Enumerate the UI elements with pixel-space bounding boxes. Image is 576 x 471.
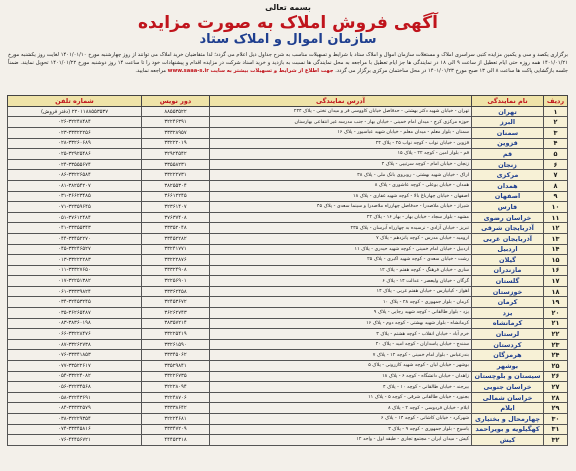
office-name: بوشهر [472, 361, 544, 372]
fax-number: ۳۲۲۲۴۶۸۱ [142, 414, 210, 425]
table-row [8, 350, 568, 361]
office-address: یزد - بلوار طالقانی - کوچه شهید رجایی - پلاک ۹ [210, 308, 472, 319]
row-index: ۳ [544, 127, 568, 138]
fax-number: ۳۳۳۴۵۰۶۲ [142, 350, 210, 361]
table-row [8, 371, 568, 382]
fax-number: ۳۳۵۲۹۸۴۱ [142, 361, 210, 372]
office-address: بوشهر - خیابان لیان - کوچه شهید کازرونی - پلاک ۵ [210, 361, 472, 372]
table-row [8, 424, 568, 435]
office-name: لرستان [472, 329, 544, 340]
header-phone: شماره تلفن [8, 95, 142, 106]
fax-number: ۳۳۳۲۸۹۵۷ [142, 127, 210, 138]
header-office: نام نمایندگی [472, 95, 544, 106]
table-row [8, 308, 568, 319]
fax-number: ۳۳۳۶۲۴۵۸ [142, 286, 210, 297]
office-name: خراسان جنوبی [472, 382, 544, 393]
row-index: ۱۸ [544, 286, 568, 297]
notice-header [8, 4, 568, 48]
phone-number: ۰۸۷-۳۳۲۶۲۷۳۸ [8, 339, 142, 350]
row-index: ۲۳ [544, 339, 568, 350]
office-name: کیش [472, 435, 544, 446]
office-address: همدان - خیابان بوعلی - کوچه عاشوری - پلاک ۸ [210, 180, 472, 191]
offices-table [7, 95, 568, 446]
organization-name: سازمان اموال و املاک ستاد [199, 32, 377, 48]
fax-number: ۸۸۵۵۳۵۲۲ [142, 106, 210, 117]
phone-number: ۰۸۴-۳۳۳۳۲۵۷۹ [8, 403, 142, 414]
office-address: ساری - خیابان فرهنگ - کوچه هفتم - پلاک ۱۲ [210, 265, 472, 276]
fax-number: ۳۳۲۶۱۵۹۰ [142, 339, 210, 350]
office-name: کرمانشاه [472, 318, 544, 329]
row-index: ۳۱ [544, 424, 568, 435]
office-address: رشت - خیابان سعدی - کوچه شهید اکبری - پلاک ۲۵ [210, 255, 472, 266]
row-index: ۱۹ [544, 297, 568, 308]
phone-number: ۰۸۶-۳۳۲۲۶۵۸۴ [8, 170, 142, 181]
table-row [8, 414, 568, 425]
office-address: ارومیه - خیابان مدرس - کوچه پانزدهم - پلاک ۷ [210, 233, 472, 244]
phone-number: ۰۳۵-۳۶۲۶۵۴۸۷ [8, 308, 142, 319]
header-address: آدرس نمایندگی [210, 95, 472, 106]
phone-number: ۰۴۴-۳۳۴۵۲۲۷۰ [8, 233, 142, 244]
website-link[interactable]: www.saaa-s.ir [167, 68, 209, 75]
fax-number: ۳۲۲۴۸۷۰۶ [142, 392, 210, 403]
office-name: همدان [472, 180, 544, 191]
intro-text: برگزاری یکصد و سی و یکمین مزایده کتبی سراسری املاک و مستغلات سازمان اموال و املاک ستاد با شرایط و تسهیلات مناسب به شرح جداول ذیل اعلام می گردد؛ لذا متقاضیان خرید املاک می توانند از روز چهارشنبه مورخ ۱۴۰۱/۰۱/۱۰ لغایت روز یکشنبه مورخ ۱۴۰۱/۰۱/۲۱ همه روزه حتی ایام تعطیل از ساعت ۹ الی ۱۸ در نمایندگی ها جز ایام تعطیل با مراجعه به محل نمایندگی ها نسبت به بازدید و خرید اسناد شرکت در مزایده اقدام و پیشنهادات خود را تا ساعت ۱۴ روز دوشنبه مورخ ۱۴۰۱/۰۱/۲۲ تحویل نمایند. ضمناً جلسه بازگشایی پاکت ها ساعت ۸ الی ۱۳ صبح مورخ ۱۴۰۱/۰۱/۲۳ در محل ساختمان مرکزی برگزار می گردد. [8, 51, 568, 75]
table-row [8, 392, 568, 403]
office-address: تهران - خیابان شهید دکتر بهشتی - حدفاصل خیابان کاووسی فر و میدان تختی - پلاک ۲۴۴ [210, 106, 472, 117]
office-name: اردبیل [472, 244, 544, 255]
row-index: ۲۷ [544, 382, 568, 393]
phone-number: ۰۱۱-۳۳۳۲۷۶۵۰ [8, 265, 142, 276]
row-index: ۲۰ [544, 308, 568, 319]
table-row [8, 138, 568, 149]
table-row [8, 149, 568, 160]
office-name: فارس [472, 202, 544, 213]
office-name: سیستان و بلوچستان [472, 371, 544, 382]
table-row [8, 127, 568, 138]
office-address: حوزه مرکزی کرج - میدان امام خمینی - خیابان بهار - جنب مدرسه غیر انتفاعی بهارستان [210, 117, 472, 128]
fax-number: ۳۳۳۳۸۶۴۲ [142, 403, 210, 414]
phone-number: ۰۵۱-۳۷۶۱۲۴۸۴ [8, 212, 142, 223]
row-index: ۱۲ [544, 223, 568, 234]
fax-number: ۳۲۳۶۱۴۰۷ [142, 202, 210, 213]
row-index: ۴ [544, 138, 568, 149]
fax-number: ۳۲۲۵۶۹۰۱ [142, 276, 210, 287]
row-index: ۲۸ [544, 392, 568, 403]
table-row [8, 202, 568, 213]
header-fax: دور نویس [142, 95, 210, 106]
row-index: ۲ [544, 117, 568, 128]
fax-number: ۳۳۲۴۱۷۷۱ [142, 244, 210, 255]
office-address: کرمان - بلوار جمهوری - کوچه ۲۸ - پلاک ۱۰ [210, 297, 472, 308]
table-row [8, 339, 568, 350]
office-address: قم - بلوار امین - کوچه ۲۲ - پلاک ۱۵ [210, 149, 472, 160]
notice-title: آگهی فروش املاک به صورت مزایده [138, 12, 438, 33]
table-header-row [8, 95, 568, 106]
phone-number: ۰۷۱-۳۲۳۵۹۶۴۵ [8, 202, 142, 213]
table-row [8, 244, 568, 255]
table-body [8, 106, 568, 445]
office-address: کیش - میدان ایران - مجتمع تجاری - طبقه اول - واحد ۱۲ [210, 435, 472, 446]
office-address: خرم آباد - خیابان انقلاب - کوچه هشتم - پلاک ۳ [210, 329, 472, 340]
phone-number: ۰۷۶-۴۴۴۵۶۷۲۱ [8, 435, 142, 446]
row-index: ۱۵ [544, 255, 568, 266]
phone-number: ۰۲۴-۳۳۵۵۵۶۷۴ [8, 159, 142, 170]
intro-highlight: جهت اطلاع از شرایط و تسهیلات بیشتر به سایت [210, 68, 334, 75]
row-index: ۱۶ [544, 265, 568, 276]
phone-number: ۰۲۸-۳۳۲۶۰۶۸۹ [8, 138, 142, 149]
fax-number: ۳۳۳۴۷۲۰۹ [142, 424, 210, 435]
office-address: بیرجند - خیابان طالقانی - کوچه ۱۰ - پلاک ۴ [210, 382, 472, 393]
fax-number: ۳۸۲۵۵۳۰۴ [142, 180, 210, 191]
office-address: گرگان - خیابان ولیعصر - عدالت ۱۴ - پلاک ۶ [210, 276, 472, 287]
row-index: ۲۵ [544, 361, 568, 372]
office-name: یزد [472, 308, 544, 319]
office-address: شهرکرد - خیابان کاشانی - کوچه ۱۴ - پلاک ۶ [210, 414, 472, 425]
phone-number: ۰۷۴-۳۳۳۴۵۸۱۶ [8, 424, 142, 435]
office-address: زنجان - خیابان امام - کوچه سرتیپی - پلاک ۴ [210, 159, 472, 170]
row-index: ۷ [544, 170, 568, 181]
row-index: ۸ [544, 180, 568, 191]
fax-number: ۳۳۴۵۲۲۸۲ [142, 233, 210, 244]
office-address: زاهدان - خیابان دانشگاه - کوچه ۶ - پلاک ۱۸ [210, 371, 472, 382]
fax-number: ۳۲۹۲۴۵۴۲ [142, 149, 210, 160]
office-name: خراسان رضوی [472, 212, 544, 223]
row-index: ۱۷ [544, 276, 568, 287]
phone-number: ۰۳۸-۳۲۲۲۹۳۵۴ [8, 414, 142, 425]
phone-number: ۰۶۶-۳۳۲۲۸۴۷۶ [8, 329, 142, 340]
office-name: کردستان [472, 339, 544, 350]
office-name: ایلام [472, 403, 544, 414]
office-name: تهران [472, 106, 544, 117]
office-name: هرمزگان [472, 350, 544, 361]
table-row [8, 297, 568, 308]
office-name: قم [472, 149, 544, 160]
row-index: ۹ [544, 191, 568, 202]
fax-number: ۳۳۳۵۲۰۴۸ [142, 223, 210, 234]
fax-number: ۳۳۵۵۸۲۳۱ [142, 159, 210, 170]
table-row [8, 265, 568, 276]
phone-number: ۰۲۳-۳۳۳۲۲۲۵۶ [8, 127, 142, 138]
fax-number: ۳۷۶۳۷۴۰۸ [142, 212, 210, 223]
fax-number: ۳۳۳۲۴۹۰۸ [142, 265, 210, 276]
office-address: مشهد - بلوار سجاد - خیابان بهار - بهار ۱۶ - پلاک ۲۲ [210, 212, 472, 223]
fax-number: ۳۸۳۵۷۲۱۴ [142, 318, 210, 329]
office-address: قزوین - خیابان نواب - کوچه نواب ۲۵ - پلاک ۲۴ [210, 138, 472, 149]
office-name: چهارمحال و بختیاری [472, 414, 544, 425]
header-index: ردیف [544, 95, 568, 106]
fax-number: ۳۳۲۲۲۷۳۱ [142, 170, 210, 181]
table-row [8, 382, 568, 393]
row-index: ۵ [544, 149, 568, 160]
notice-intro [8, 51, 568, 93]
office-name: مازندران [472, 265, 544, 276]
fax-number: ۳۳۲۲۲۸۷۶ [142, 255, 210, 266]
row-index: ۲۹ [544, 403, 568, 414]
office-name: کهگیلویه و بویراحمد [472, 424, 544, 435]
phone-number: ۰۵۶-۳۲۲۳۴۵۶۸ [8, 382, 142, 393]
row-index: ۶ [544, 159, 568, 170]
fax-number: ۳۳۲۲۶۷۳۵ [142, 371, 210, 382]
row-index: ۲۶ [544, 371, 568, 382]
office-name: البرز [472, 117, 544, 128]
fax-number: ۴۴۴۵۲۳۱۸ [142, 435, 210, 446]
fax-number: ۳۶۲۶۲۷۴۳ [142, 308, 210, 319]
row-index: ۱۳ [544, 233, 568, 244]
row-index: ۱ [544, 106, 568, 117]
office-name: خراسان شمالی [472, 392, 544, 403]
phone-number: ۰۲۵-۳۲۹۲۵۴۸۶ [8, 149, 142, 160]
phone-number: ۰۱۳-۳۳۲۲۲۲۸۳ [8, 255, 142, 266]
table-row [8, 223, 568, 234]
office-name: سمنان [472, 127, 544, 138]
fax-number: ۳۶۶۱۲۲۴۵ [142, 191, 210, 202]
office-name: کرمان [472, 297, 544, 308]
office-name: اصفهان [472, 191, 544, 202]
office-address: بجنورد - خیابان طالقانی شرقی - کوچه ۵ - پلاک ۱۱ [210, 392, 472, 403]
table-row [8, 117, 568, 128]
office-name: قزوین [472, 138, 544, 149]
office-name: مرکزی [472, 170, 544, 181]
fax-number: ۳۲۲۲۸۰۹۴ [142, 382, 210, 393]
phone-number: ۰۸۳-۳۸۳۶۰۱۹۸ [8, 318, 142, 329]
table-row [8, 286, 568, 297]
phone-number: ۰۴۱-۳۳۳۵۵۳۴۳ [8, 223, 142, 234]
intro-tail: مراجعه نمایید. [135, 68, 167, 75]
fax-number: ۳۳۲۲۵۴۱۹ [142, 329, 210, 340]
table-row [8, 233, 568, 244]
phone-number: ۰۷۷-۳۳۵۲۲۶۱۷ [8, 361, 142, 372]
office-address: تبریز - خیابان آزادی - نرسیده به چهارراه آبرسان - پلاک ۲۳۵ [210, 223, 472, 234]
office-name: گلستان [472, 276, 544, 287]
table-row [8, 329, 568, 340]
bism-text: بسمه تعالی [265, 3, 311, 12]
phone-number: ۰۸۱-۳۸۲۵۴۲۰۷ [8, 180, 142, 191]
phone-number: ۰۵۴-۳۳۲۲۴۰۸۲ [8, 371, 142, 382]
office-name: زنجان [472, 159, 544, 170]
office-name: آذربایجان غربی [472, 233, 544, 244]
office-name: خوزستان [472, 286, 544, 297]
phone-number: ۰۴۵-۳۳۲۴۶۵۲۷ [8, 244, 142, 255]
table-row [8, 403, 568, 414]
office-address: اهواز - کیانپارس - خیابان هفتم غربی - پلاک ۱۴ [210, 286, 472, 297]
row-index: ۱۴ [544, 244, 568, 255]
table-row [8, 361, 568, 372]
office-address: اصفهان - خیابان چهارباغ بالا - کوچه شهید غفاری - پلاک ۱۸ [210, 191, 472, 202]
office-address: سمنان - بلوار معلم - میدان معلم - خیابان شهید عباسپور - پلاک ۱۶ [210, 127, 472, 138]
phone-number: ۰۷۶-۳۳۳۴۱۸۵۳ [8, 350, 142, 361]
row-index: ۳۰ [544, 414, 568, 425]
office-address: بندرعباس - بلوار امام خمینی - کوچه ۱۲ - پلاک ۷ [210, 350, 472, 361]
office-address: اراک - خیابان شهید بهشتی - روبروی بانک ملی - پلاک ۳۸ [210, 170, 472, 181]
row-index: ۲۲ [544, 329, 568, 340]
office-name: گیلان [472, 255, 544, 266]
office-address: ایلام - خیابان فردوسی - کوچه ۲ - پلاک ۸ [210, 403, 472, 414]
fax-number: ۳۳۲۲۲۰۱۹ [142, 138, 210, 149]
table-row [8, 435, 568, 446]
fax-number: ۳۲۲۴۶۳۹۱ [142, 117, 210, 128]
office-address: کرمانشاه - بلوار شهید بهشتی - کوچه دوم - پلاک ۱۶ [210, 318, 472, 329]
row-index: ۲۴ [544, 350, 568, 361]
table-row [8, 276, 568, 287]
office-address: یاسوج - بلوار جمهوری - کوچه ۹ - پلاک ۳ [210, 424, 472, 435]
row-index: ۱۰ [544, 202, 568, 213]
phone-number: ۰۵۸-۳۲۲۴۳۶۹۱ [8, 392, 142, 403]
table-row [8, 255, 568, 266]
table-row [8, 106, 568, 117]
table-row [8, 318, 568, 329]
row-index: ۱۱ [544, 212, 568, 223]
table-row [8, 159, 568, 170]
table-row [8, 191, 568, 202]
office-address: اردبیل - خیابان امام خمینی - کوچه شهید حیدری - پلاک ۱۱ [210, 244, 472, 255]
phone-number: ۰۶۱-۳۳۳۳۹۸۲۴ [8, 286, 142, 297]
phone-number: (دفتر فروش) ۲۲۰۱۱۸۸۵۵۳۵۳۷ [8, 106, 142, 117]
table-row [8, 212, 568, 223]
phone-number: ۰۳۱-۳۶۶۲۳۴۸۵ [8, 191, 142, 202]
fax-number: ۳۲۴۵۳۶۷۲ [142, 297, 210, 308]
table-row [8, 170, 568, 181]
phone-number: ۰۲۶-۳۲۲۴۸۴۸۴ [8, 117, 142, 128]
office-name: آذربایجان شرقی [472, 223, 544, 234]
phone-number: ۰۳۴-۳۲۴۵۳۲۴۵ [8, 297, 142, 308]
row-index: ۲۱ [544, 318, 568, 329]
office-address: سنندج - خیابان پاسداران - کوچه امید - پلاک ۲۰ [210, 339, 472, 350]
office-address: شیراز - خیابان ملاصدرا - حدفاصل چهارراه ملاصدرا و سینما سعدی - پلاک ۴۵ [210, 202, 472, 213]
row-index: ۳۲ [544, 435, 568, 446]
table-row [8, 180, 568, 191]
phone-number: ۰۱۷-۳۲۲۵۱۳۸۲ [8, 276, 142, 287]
